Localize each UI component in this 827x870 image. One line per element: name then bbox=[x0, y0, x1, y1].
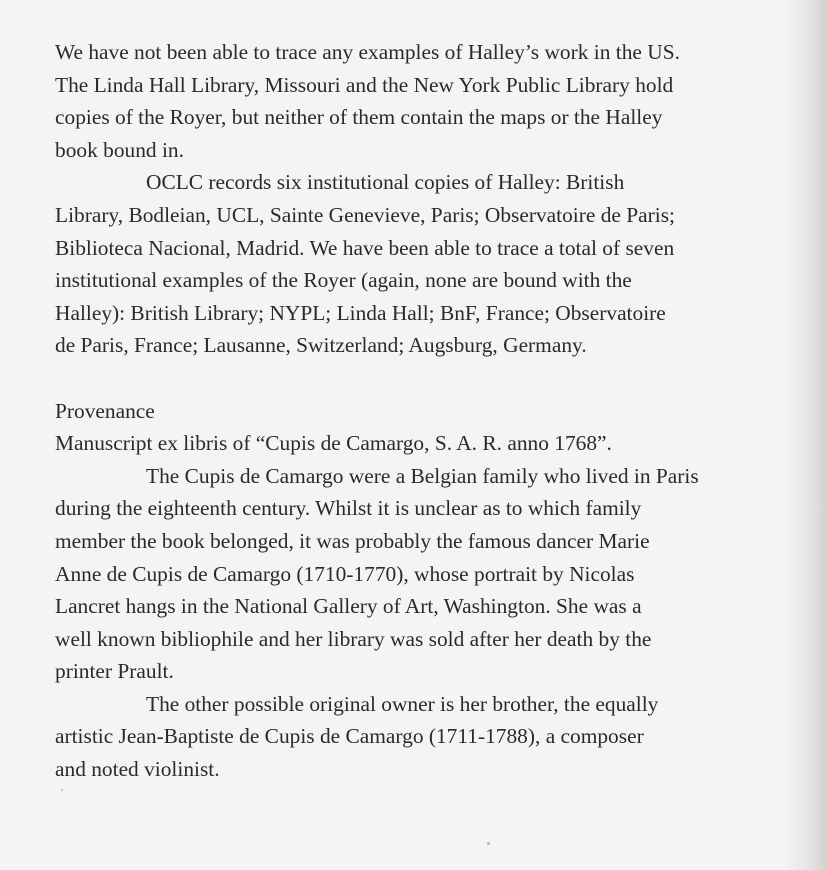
text-line: The Linda Hall Library, Missouri and the New York Public Library hold bbox=[55, 72, 674, 97]
paragraph-us-examples bbox=[55, 36, 800, 166]
paragraph-camargo-family bbox=[55, 460, 800, 688]
paragraph-other-owner bbox=[55, 688, 800, 786]
text-line: book bound in. bbox=[55, 137, 184, 162]
text-line: de Paris, France; Lausanne, Switzerland; Augsburg, Germany. bbox=[55, 333, 587, 358]
section-spacer bbox=[55, 362, 800, 395]
paper-speck bbox=[487, 842, 490, 845]
text-line: copies of the Royer, but neither of them contain the maps or the Halley bbox=[55, 105, 663, 130]
text-line: well known bibliophile and her library was sold after her death by the bbox=[55, 626, 652, 651]
paper-speck bbox=[61, 789, 63, 791]
text-line: Biblioteca Nacional, Madrid. We have been able to trace a total of seven bbox=[55, 235, 675, 260]
text-line: Halley): British Library; NYPL; Linda Hall; BnF, France; Observatoire bbox=[55, 300, 666, 325]
paragraph-oclc-records bbox=[55, 166, 800, 362]
provenance-section bbox=[55, 395, 800, 460]
ex-libris-line: Manuscript ex libris of “Cupis de Camargo, S. A. R. anno 1768”. bbox=[55, 431, 612, 456]
document-body bbox=[55, 36, 800, 786]
text-line: artistic Jean-Baptiste de Cupis de Camargo (1711-1788), a composer bbox=[55, 724, 644, 749]
text-line: Library, Bodleian, UCL, Sainte Genevieve, Paris; Observatoire de Paris; bbox=[55, 202, 675, 227]
text-line: during the eighteenth century. Whilst it is unclear as to which family bbox=[55, 496, 642, 521]
text-line: OCLC records six institutional copies of Halley: British bbox=[146, 170, 625, 195]
text-line: The other possible original owner is her brother, the equally bbox=[146, 691, 659, 716]
text-line: The Cupis de Camargo were a Belgian family who lived in Paris bbox=[146, 463, 699, 488]
provenance-heading: Provenance bbox=[55, 398, 155, 423]
text-line: Lancret hangs in the National Gallery of Art, Washington. She was a bbox=[55, 594, 642, 619]
text-line: institutional examples of the Royer (again, none are bound with the bbox=[55, 268, 632, 293]
text-line: and noted violinist. bbox=[55, 757, 220, 782]
text-line: printer Prault. bbox=[55, 659, 174, 684]
text-line: member the book belonged, it was probably the famous dancer Marie bbox=[55, 528, 650, 553]
text-line: Anne de Cupis de Camargo (1710-1770), whose portrait by Nicolas bbox=[55, 561, 635, 586]
text-line: We have not been able to trace any examples of Halley’s work in the US. bbox=[55, 40, 680, 64]
